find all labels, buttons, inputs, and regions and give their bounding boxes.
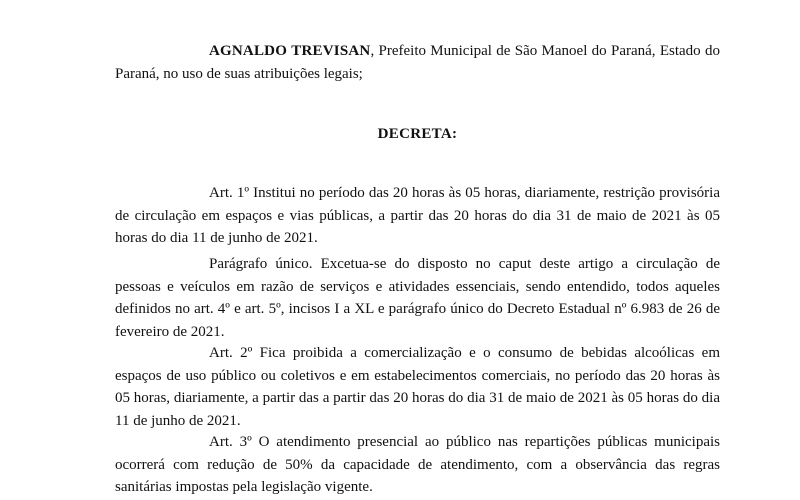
article-3	[115, 431, 720, 499]
preamble	[115, 40, 720, 86]
paragraph-unico	[115, 253, 720, 343]
article-3-text: Art. 3º O atendimento presencial ao público nas repartições públicas municipais ocorrerá com redução de 50% da capacidade de atendimento, com a observância das regras sanitárias impostas pela legislação vigente.	[115, 434, 720, 495]
preamble-text: , Prefeito Municipal de São Manoel do Paraná, Estado do Paraná, no uso de suas atribuições legais;	[115, 43, 720, 82]
decree-heading: DECRETA:	[377, 126, 458, 142]
article-2-text: Art. 2º Fica proibida a comercialização e o consumo de bebidas alcoólicas em espaços de uso público ou coletivos e em estabelecimentos comerciais, no período das 20 horas às 05 horas, diariamente, a partir das a partir das 20 horas do dia 31 de maio de 2021 às 05 horas do dia 11 de junho de 2021.	[115, 345, 720, 429]
article-1-text: Art. 1º Institui no período das 20 horas às 05 horas, diariamente, restrição provisória de circulação em espaços e vias públicas, a partir das 20 horas do dia 31 de maio de 2021 às 05 horas do dia 11 de junho de 2021.	[115, 185, 720, 246]
article-1	[115, 182, 720, 250]
paragraph-unico-text: Parágrafo único. Excetua-se do disposto no caput deste artigo a circulação de pessoas e veículos em razão de serviços e atividades essenciais, sendo entendido, todos aqueles definidos no art. 4º e art. 5º, incisos I a XL e parágrafo único do Decreto Estadual nº 6.983 de 26 de fevereiro de 2021.	[115, 256, 720, 340]
mayor-name: AGNALDO TREVISAN	[209, 43, 371, 59]
article-2	[115, 342, 720, 432]
